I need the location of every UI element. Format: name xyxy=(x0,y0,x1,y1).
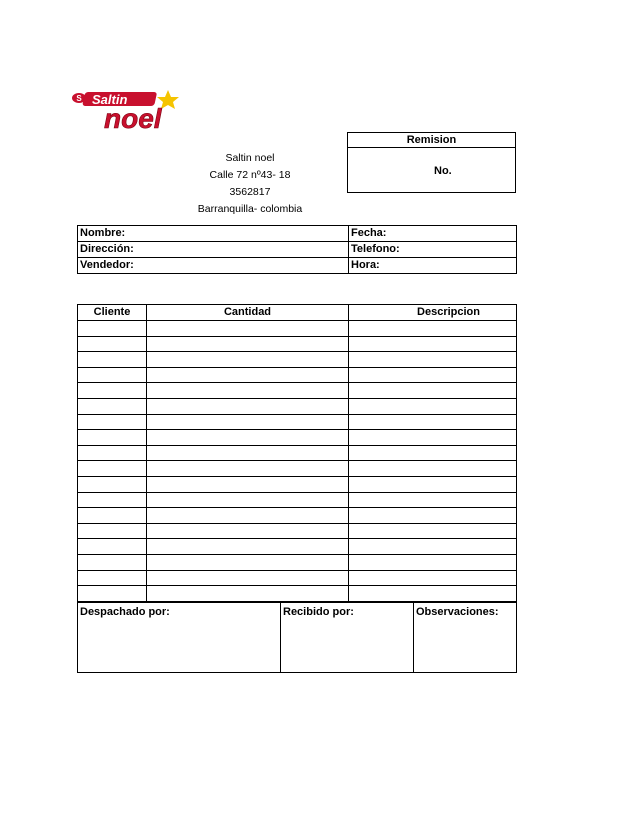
descripcion-cell[interactable] xyxy=(349,430,517,446)
cantidad-cell[interactable] xyxy=(147,476,349,492)
descripcion-cell[interactable] xyxy=(349,523,517,539)
hora-field[interactable] xyxy=(349,258,517,274)
recibido-label: Recibido por: xyxy=(283,606,354,618)
cliente-cell[interactable] xyxy=(78,352,147,368)
cantidad-cell[interactable] xyxy=(147,430,349,446)
svg-text:Saltin: Saltin xyxy=(92,92,128,107)
cantidad-cell[interactable] xyxy=(147,445,349,461)
vendedor-label: Vendedor: xyxy=(80,259,134,271)
cliente-cell[interactable] xyxy=(78,336,147,352)
cliente-cell[interactable] xyxy=(78,586,147,602)
table-row xyxy=(78,352,517,368)
table-row xyxy=(78,383,517,399)
cantidad-cell[interactable] xyxy=(147,539,349,555)
descripcion-cell[interactable] xyxy=(349,539,517,555)
table-row xyxy=(78,476,517,492)
table-row xyxy=(78,492,517,508)
cantidad-cell[interactable] xyxy=(147,352,349,368)
cliente-cell[interactable] xyxy=(78,398,147,414)
remision-title: Remision xyxy=(348,133,515,148)
company-city: Barranquilla- colombia xyxy=(197,203,303,215)
cantidad-cell[interactable] xyxy=(147,586,349,602)
observaciones-field[interactable] xyxy=(414,603,517,673)
descripcion-cell[interactable] xyxy=(349,445,517,461)
descripcion-cell[interactable] xyxy=(349,414,517,430)
cantidad-cell[interactable] xyxy=(147,414,349,430)
cantidad-cell[interactable] xyxy=(147,554,349,570)
company-address: Calle 72 nº43- 18 xyxy=(209,169,291,181)
svg-text:S: S xyxy=(76,94,82,103)
descripcion-cell[interactable] xyxy=(349,492,517,508)
cantidad-cell[interactable] xyxy=(147,367,349,383)
cantidad-cell[interactable] xyxy=(147,523,349,539)
cliente-cell[interactable] xyxy=(78,523,147,539)
saltin-noel-logo xyxy=(70,88,205,133)
cliente-cell[interactable] xyxy=(78,508,147,524)
descripcion-cell[interactable] xyxy=(349,508,517,524)
descripcion-cell[interactable] xyxy=(349,336,517,352)
cliente-cell[interactable] xyxy=(78,367,147,383)
header-cliente: Cliente xyxy=(78,305,147,321)
descripcion-cell[interactable] xyxy=(349,476,517,492)
table-row xyxy=(78,523,517,539)
table-row xyxy=(78,367,517,383)
nombre-label: Nombre: xyxy=(80,227,126,239)
nombre-field[interactable] xyxy=(78,226,349,242)
table-row xyxy=(78,539,517,555)
info-table xyxy=(77,225,517,274)
hora-label: Hora: xyxy=(351,259,380,271)
cantidad-cell[interactable] xyxy=(147,383,349,399)
table-row xyxy=(78,336,517,352)
table-row xyxy=(78,554,517,570)
cliente-cell[interactable] xyxy=(78,321,147,337)
descripcion-cell[interactable] xyxy=(349,383,517,399)
table-row xyxy=(78,398,517,414)
header-cantidad: Cantidad xyxy=(147,305,349,321)
cantidad-cell[interactable] xyxy=(147,570,349,586)
cantidad-cell[interactable] xyxy=(147,492,349,508)
cliente-cell[interactable] xyxy=(78,445,147,461)
fecha-field[interactable] xyxy=(349,226,517,242)
cantidad-cell[interactable] xyxy=(147,321,349,337)
table-row xyxy=(78,445,517,461)
descripcion-cell[interactable] xyxy=(349,398,517,414)
descripcion-cell[interactable] xyxy=(349,570,517,586)
cantidad-cell[interactable] xyxy=(147,336,349,352)
cliente-cell[interactable] xyxy=(78,414,147,430)
descripcion-cell[interactable] xyxy=(349,554,517,570)
direccion-field[interactable] xyxy=(78,242,349,258)
table-row xyxy=(78,461,517,477)
signature-table xyxy=(77,602,517,673)
cliente-cell[interactable] xyxy=(78,554,147,570)
items-table xyxy=(77,304,517,602)
descripcion-cell[interactable] xyxy=(349,586,517,602)
cliente-cell[interactable] xyxy=(78,383,147,399)
cliente-cell[interactable] xyxy=(78,570,147,586)
table-row xyxy=(78,570,517,586)
cliente-cell[interactable] xyxy=(78,461,147,477)
recibido-field[interactable] xyxy=(281,603,414,673)
table-row xyxy=(78,414,517,430)
telefono-label: Telefono: xyxy=(351,243,400,255)
table-row xyxy=(78,430,517,446)
cliente-cell[interactable] xyxy=(78,430,147,446)
cliente-cell[interactable] xyxy=(78,492,147,508)
descripcion-cell[interactable] xyxy=(349,352,517,368)
descripcion-cell[interactable] xyxy=(349,461,517,477)
company-name: Saltin noel xyxy=(225,152,275,164)
table-row xyxy=(78,321,517,337)
remision-box xyxy=(347,132,516,193)
cliente-cell[interactable] xyxy=(78,539,147,555)
vendedor-field[interactable] xyxy=(78,258,349,274)
table-row xyxy=(78,586,517,602)
cliente-cell[interactable] xyxy=(78,476,147,492)
cantidad-cell[interactable] xyxy=(147,508,349,524)
table-row xyxy=(78,508,517,524)
observaciones-label: Observaciones: xyxy=(416,606,499,618)
direccion-label: Dirección: xyxy=(80,243,134,255)
remision-number-label: No. xyxy=(434,165,452,177)
cantidad-cell[interactable] xyxy=(147,461,349,477)
fecha-label: Fecha: xyxy=(351,227,387,239)
company-phone: 3562817 xyxy=(229,186,271,198)
despachado-label: Despachado por: xyxy=(80,606,170,618)
descripcion-cell[interactable] xyxy=(349,367,517,383)
header-descripcion: Descripcion xyxy=(349,305,517,321)
cantidad-cell[interactable] xyxy=(147,398,349,414)
svg-text:noel: noel xyxy=(104,103,162,133)
despachado-field[interactable] xyxy=(78,603,281,673)
descripcion-cell[interactable] xyxy=(349,321,517,337)
telefono-field[interactable] xyxy=(349,242,517,258)
